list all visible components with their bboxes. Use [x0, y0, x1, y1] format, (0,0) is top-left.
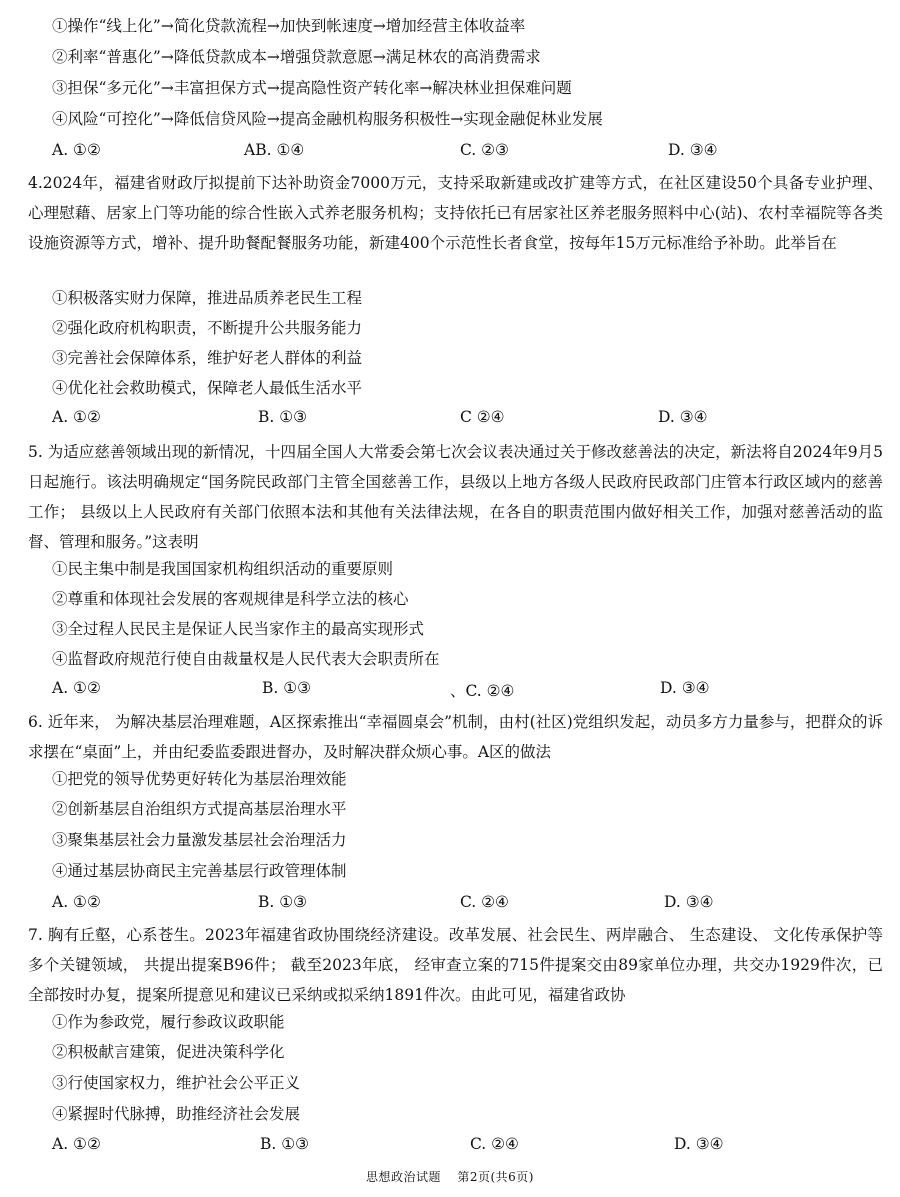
- q7-option-a[interactable]: A. ①②: [52, 1135, 101, 1153]
- q3-statement-3: ③担保“多元化”→丰富担保方式→提高隐性资产转化率→解决林业担保难问题: [52, 79, 572, 97]
- q4-option-c[interactable]: C ②④: [460, 408, 505, 426]
- footer-subject: 思想政治试题: [366, 1170, 442, 1184]
- q4-options: [52, 408, 882, 432]
- q6-option-a[interactable]: A. ①②: [52, 893, 101, 911]
- q7-options: [52, 1135, 882, 1159]
- q4-option-d[interactable]: D. ③④: [658, 408, 708, 426]
- q4-statement-1: ①积极落实财力保障，推进品质养老民生工程: [52, 289, 363, 307]
- q6-option-b[interactable]: B. ①③: [258, 893, 308, 911]
- q5-stem: 5. 为适应慈善领域出现的新情况，十四届全国人大常委会第七次会议表决通过关于修改慈善法的决定，新法将自2024年9月5日起施行。该法明确规定“国务院民政部门主管全国慈善工作，县级以上地方各级人民政府民政部门庄管本行政区域内的慈善工作； 县级以上人民政府有关部门依照本法和其他有关法律法规，在各自的职责范围内做好相关工作，加强对慈善活动的监督、管理和服务。”这表明: [28, 443, 883, 551]
- q4-option-b[interactable]: B. ①③: [258, 408, 308, 426]
- q5-statement-4: ④监督政府规范行使自由裁量权是人民代表大会职责所在: [52, 650, 440, 668]
- q5-option-b[interactable]: B. ①③: [262, 679, 312, 697]
- q7-option-b[interactable]: B. ①③: [260, 1135, 310, 1153]
- q3-statement-2: ②利率“普惠化”→降低贷款成本→增强贷款意愿→满足林农的高消费需求: [52, 48, 541, 66]
- q3-option-a[interactable]: A. ①②: [52, 141, 101, 159]
- q5-option-c[interactable]: 、C. ②④: [450, 682, 515, 700]
- q3-option-d[interactable]: D. ③④: [668, 141, 718, 159]
- q6-statement-2: ②创新基层自治组织方式提高基层治理水平: [52, 800, 347, 818]
- footer-page-number: 第2页(共6页): [457, 1170, 534, 1184]
- q3-options: [52, 141, 882, 165]
- q6-statement-1: ①把党的领导优势更好转化为基层治理效能: [52, 770, 347, 788]
- q5-options: [52, 679, 882, 703]
- q6-stem: 6. 近年来， 为解决基层治理难题，A区探索推出“幸福圆桌会”机制，由村(社区)党组织发起，动员多方力量参与，把群众的诉求摆在“桌面”上，并由纪委监委跟进督办，及时解决群众烦心事。A区的做法: [28, 713, 883, 761]
- q7-statement-3: ③行使国家权力，维护社会公平正义: [52, 1074, 301, 1092]
- q5-statement-2: ②尊重和体现社会发展的客观规律是科学立法的核心: [52, 590, 409, 608]
- q4-option-a[interactable]: A. ①②: [52, 408, 101, 426]
- q7-option-d[interactable]: D. ③④: [674, 1135, 724, 1153]
- q6-statement-4: ④通过基层协商民主完善基层行政管理体制: [52, 862, 347, 880]
- q4-statement-4: ④优化社会救助模式，保障老人最低生活水平: [52, 379, 363, 397]
- q7-statement-2: ②积极献言建策，促进决策科学化: [52, 1043, 285, 1061]
- q4-stem: 4.2024年，福建省财政厅拟提前下达补助资金7000万元，支持采取新建或改扩建等方式，在社区建设50个具备专业护理、心理慰藉、居家上门等功能的综合性嵌入式养老服务机构；支持依托已有居家社区养老服务照料中心(站)、农村幸福院等各类设施资源等方式，增补、提升助餐配餐服务功能，新建400个示范性长者食堂，按每年15万元标准给予补助。此举旨在: [28, 174, 883, 252]
- q5-statement-3: ③全过程人民民主是保证人民当家作主的最高实现形式: [52, 620, 425, 638]
- q3-option-c[interactable]: C. ②③: [460, 141, 509, 159]
- q3-statement-1: ①操作“线上化”→简化贷款流程→加快到帐速度→增加经营主体收益率: [52, 17, 526, 35]
- q3-statement-4: ④风险“可控化”→降低信贷风险→提高金融机构服务积极性→实现金融促林业发展: [52, 110, 603, 128]
- q6-options: [52, 893, 882, 917]
- q4-statement-3: ③完善社会保障体系，维护好老人群体的利益: [52, 349, 363, 367]
- q6-option-d[interactable]: D. ③④: [664, 893, 714, 911]
- q7-statement-4: ④紧握时代脉搏，助推经济社会发展: [52, 1105, 301, 1123]
- page-footer: [0, 1168, 900, 1185]
- q5-statement-1: ①民主集中制是我国国家机构组织活动的重要原则: [52, 560, 394, 578]
- q4-statement-2: ②强化政府机构职责，不断提升公共服务能力: [52, 319, 363, 337]
- q7-statement-1: ①作为参政党，履行参政议政职能: [52, 1013, 285, 1031]
- q7-option-c[interactable]: C. ②④: [470, 1135, 519, 1153]
- q6-option-c[interactable]: C. ②④: [460, 893, 509, 911]
- q5-option-a[interactable]: A. ①②: [52, 679, 101, 697]
- q3-option-b[interactable]: AB. ①④: [244, 141, 305, 159]
- q7-stem: 7. 胸有丘壑，心系苍生。2023年福建省政协围绕经济建设。改革发展、社会民生、两岸融合、 生态建设、 文化传承保护等多个关键领域， 共提出提案B96件； 截至2023年底， 经审查立案的715件提案交由89家单位办理，共交办1929件次，已全部按时办复，提案所提意见和建议已采纳或拟采纳1891件次。由此可见，福建省政协: [28, 926, 883, 1004]
- q6-statement-3: ③聚集基层社会力量激发基层社会治理活力: [52, 831, 347, 849]
- q5-option-d[interactable]: D. ③④: [660, 679, 710, 697]
